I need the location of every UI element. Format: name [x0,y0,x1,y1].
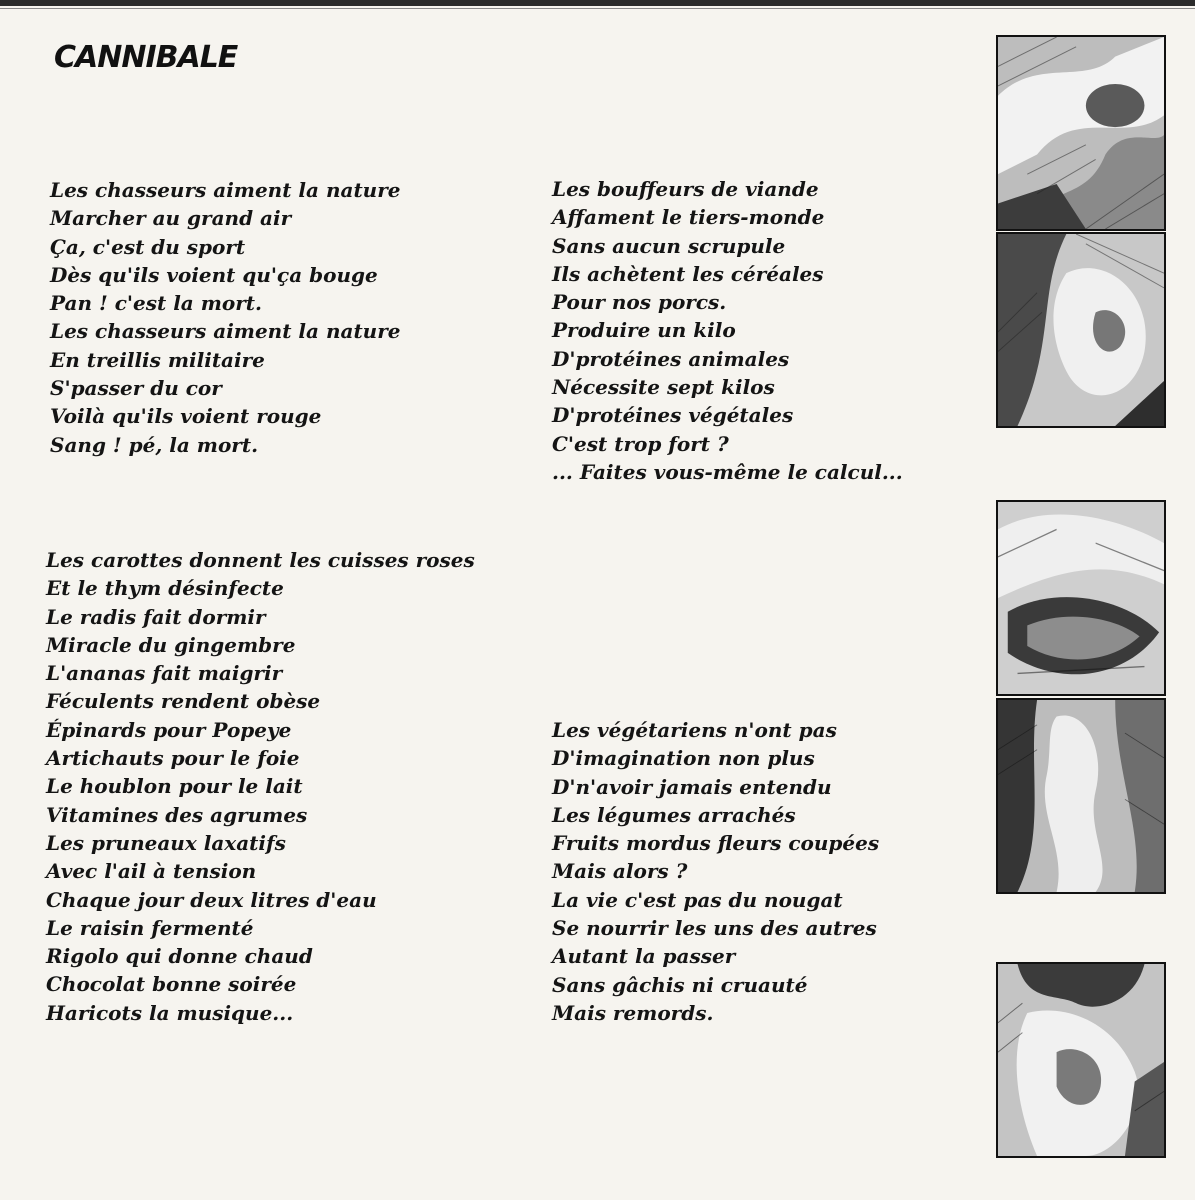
lyric-line: Les bouffeurs de viande [552,177,819,201]
lyric-line: Pour nos porcs. [552,290,727,315]
lyric-line: Pan ! c'est la mort. [50,291,262,316]
lyric-line: Fruits mordus fleurs coupées [552,831,880,856]
top-border [0,0,1195,6]
illustration-panel-5 [996,962,1166,1158]
lyric-line: Épinards pour Popeye [46,717,292,742]
lyric-line: Chocolat bonne soirée [46,972,297,997]
song-title: CANNIBALE [54,40,238,75]
illustration-panel-1 [996,35,1166,231]
lyric-line: Le houblon pour le lait [46,774,303,799]
lyric-line: S'passer du cor [50,376,222,401]
lyric-line: Artichauts pour le foie [46,746,300,771]
lyric-line: Féculents rendent obèse [46,689,321,714]
verse-4 [552,716,879,1027]
lyric-line: D'protéines animales [552,346,790,371]
lyric-line: Miracle du gingembre [46,632,296,657]
lyric-line: Se nourrir les uns des autres [552,916,877,941]
lyric-line: Chaque jour deux litres d'eau [46,887,377,912]
lyric-line: D'imagination non plus [552,746,815,771]
lyric-line: Le raisin fermenté [46,915,254,940]
top-border-thin [0,8,1195,9]
lyric-line: Les légumes arrachés [552,802,796,827]
lyric-line: Sans aucun scrupule [552,233,786,258]
lyric-line: D'n'avoir jamais entendu [552,774,832,799]
lyric-line: Ça, c'est du sport [50,234,246,259]
lyric-line: C'est trop fort ? [552,431,729,456]
illustration-panel-2 [996,232,1166,428]
verse-1 [50,176,400,459]
lyric-line: Autant la passer [552,944,736,969]
lyric-line: Vitamines des agrumes [46,802,308,827]
verse-3 [46,546,475,1027]
illustration-panel-3 [996,500,1166,696]
lyric-line: Les chasseurs aiment la nature [50,319,401,344]
lyric-line: Affament le tiers-monde [552,205,825,230]
lyric-line: Ils achètent les céréales [552,261,824,286]
lyric-line: ... Faites vous-même le calcul... [552,459,903,484]
lyric-line: Sang ! pé, la mort. [50,432,259,457]
lyric-line: Mais remords. [552,1000,714,1025]
verse-2 [552,175,903,486]
lyric-line: Les chasseurs aiment la nature [50,178,401,202]
lyric-line: Les carottes donnent les cuisses roses [46,548,475,572]
illustration-panel-4 [996,698,1166,894]
lyric-line: D'protéines végétales [552,403,794,428]
lyric-line: Dès qu'ils voient qu'ça bouge [50,262,378,287]
lyric-line: Les végétariens n'ont pas [552,718,837,742]
lyric-line: Mais alors ? [552,859,688,884]
lyric-line: En treillis militaire [50,347,265,372]
lyric-line: Le radis fait dormir [46,604,266,629]
lyric-line: Et le thym désinfecte [46,576,284,601]
lyric-line: L'ananas fait maigrir [46,661,283,686]
lyric-line: Sans gâchis ni cruauté [552,972,808,997]
lyric-line: Haricots la musique... [46,1000,294,1025]
lyric-line: Voilà qu'ils voient rouge [50,404,322,429]
lyric-line: Les pruneaux laxatifs [46,830,286,855]
lyric-line: Produire un kilo [552,318,736,343]
lyric-line: Rigolo qui donne chaud [46,944,313,969]
lyric-line: La vie c'est pas du nougat [552,887,843,912]
lyric-line: Marcher au grand air [50,206,292,231]
lyric-line: Nécessite sept kilos [552,375,775,400]
lyric-line: Avec l'ail à tension [46,859,257,884]
